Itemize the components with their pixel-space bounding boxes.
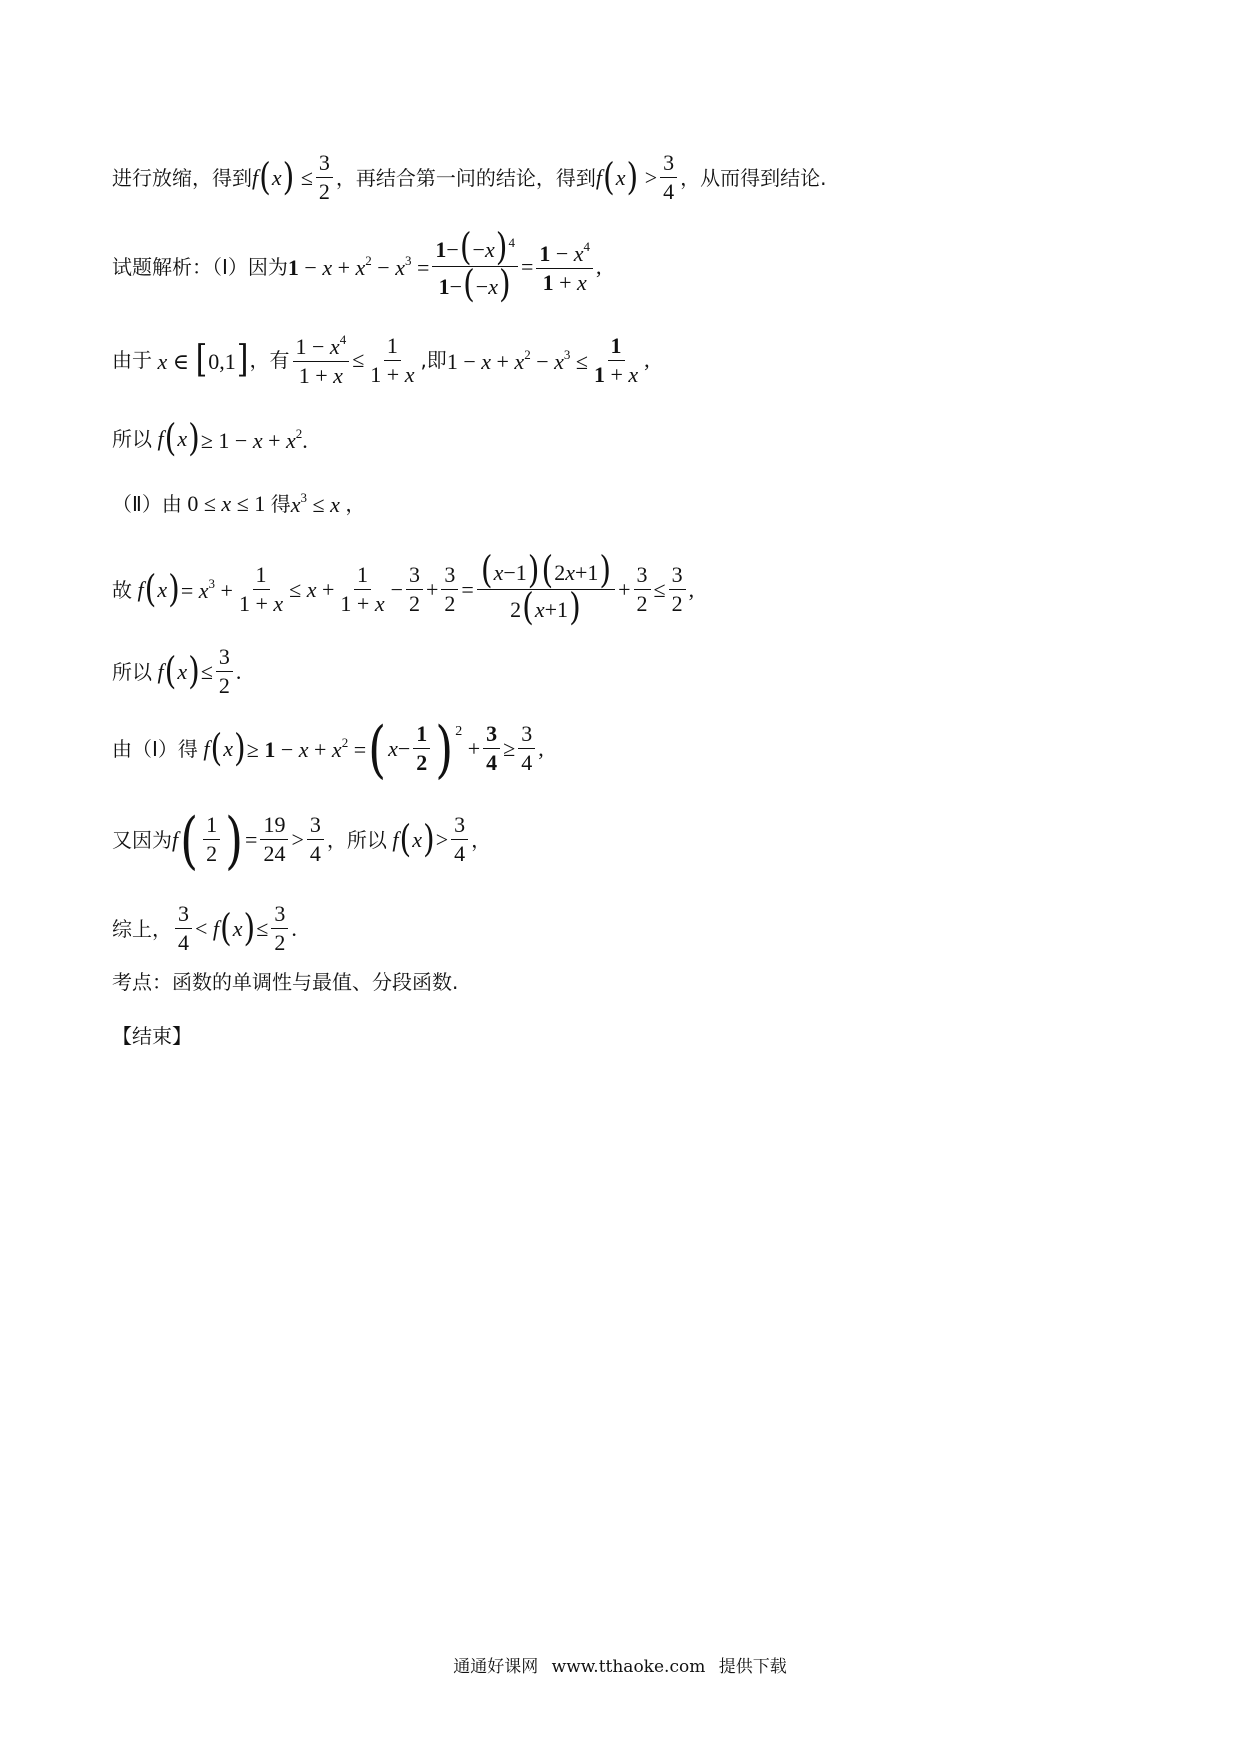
line-3: 由于 x ∈ [0,1] ，有 $\frac{1 - x^4}{1 + x}$ ≤ $\frac{1}{1 + x}$ ,即 $1 - x + x^2 - x^3$ ≤ $\frac{1}{1 + x}$ , bbox=[112, 332, 650, 388]
fraction: $\frac{3}{4}$ bbox=[518, 723, 535, 774]
fraction: $\frac{3}{2}$ bbox=[316, 152, 333, 203]
fraction: $\frac{3}{2}$ bbox=[216, 646, 233, 697]
line-9: 又因为 f ( $\frac{1}{2}$ ) = $\frac{19}{24}$ > $\frac{3}{4}$ ，所以 f ( x ) > $\frac{3}{4}$ ， bbox=[112, 803, 492, 876]
page-footer bbox=[0, 1652, 1240, 1677]
line-10: 综上， $\frac{3}{4}$ < f ( x ) ≤ $\frac{3}{2}$ . bbox=[112, 901, 297, 955]
fraction: $\frac{3}{2}$ bbox=[271, 903, 288, 954]
line-2: 试题解析：（Ⅰ）因为 $1 - x + x^2 - x^3$ = $\frac{1-(-x)^4}{1-(-x)}$ = $\frac{1 - x^4}{1 + x}$ , bbox=[112, 225, 602, 307]
footer-download-text: 提供下载 bbox=[718, 1657, 787, 1677]
fraction: $\frac{1}{1 + x}$ bbox=[340, 562, 385, 616]
line-6: 故 f ( x ) = $x^3$ + $\frac{1}{1 + x}$ ≤ x + $\frac{1}{1 + x}$ − $\frac{3}{2}$ + $\frac{3}{2}$ = $\frac{(x-1)(2x+1)}{2(x+1)}$ + $\frac{3}{2}$ ≤ $\frac{3}{2}$ , bbox=[112, 548, 695, 630]
fraction: $\frac{3}{4}$ bbox=[175, 903, 192, 954]
fraction: $\frac{3}{2}$ bbox=[634, 564, 651, 615]
fraction: $\frac{3}{2}$ bbox=[441, 564, 458, 615]
fraction: $\frac{1 - x^4}{1 + x}$ bbox=[536, 240, 593, 294]
fraction: $\frac{1}{1 + x}$ bbox=[238, 562, 284, 616]
line-12: 【结束】 bbox=[112, 1024, 192, 1048]
fraction: $\frac{3}{4}$ bbox=[483, 723, 500, 774]
line-11: 考点：函数的单调性与最值、分段函数. bbox=[112, 970, 459, 994]
fraction: $\frac{3}{4}$ bbox=[660, 152, 677, 203]
footer-url[interactable]: www.tthaoke.com bbox=[551, 1657, 706, 1677]
fraction: $\frac{3}{4}$ bbox=[451, 814, 468, 865]
fraction: $\frac{1}{1 + x}$ bbox=[370, 332, 415, 387]
fraction: $\frac{1-(-x)^4}{1-(-x)}$ bbox=[432, 233, 518, 300]
line-1: 进行放缩，得到 f ( x ) ≤ $\frac{3}{2}$ ，再结合第一问的结论，得到 f ( x ) > $\frac{3}{4}$ ，从而得到结论. bbox=[112, 150, 827, 204]
fraction: $\frac{1}{1 + x}$ bbox=[593, 332, 639, 387]
fraction: $\frac{1}{2}$ bbox=[203, 814, 220, 865]
fraction: $\frac{3}{2}$ bbox=[669, 564, 686, 615]
footer-site-name: 通通好课网 bbox=[453, 1657, 539, 1677]
fraction: $\frac{1 - x^4}{1 + x}$ bbox=[293, 333, 350, 387]
fraction: $\frac{1}{2}$ bbox=[413, 723, 430, 774]
fraction: $\frac{(x-1)(2x+1)}{2(x+1)}$ bbox=[477, 556, 615, 623]
line-7: 所以 f ( x ) ≤ $\frac{3}{2}$ . bbox=[112, 644, 242, 698]
line-5: （Ⅱ）由 0 ≤ x ≤ 1 得 $x^3 \le x$ ， bbox=[112, 490, 366, 517]
fraction: $\frac{3}{2}$ bbox=[406, 564, 423, 615]
line-8: 由（Ⅰ）得 f ( x ) ≥ $1 - x + x^2$ = ( x − $\frac{1}{2}$ ) 2 + $\frac{3}{4}$ ≥ $\frac{3}{4}$ , bbox=[112, 712, 544, 785]
fraction: $\frac{19}{24}$ bbox=[260, 814, 288, 865]
fraction: $\frac{3}{4}$ bbox=[307, 814, 324, 865]
line-4: 所以 f ( x ) ≥ $1 - x + x^2$. bbox=[112, 416, 308, 461]
